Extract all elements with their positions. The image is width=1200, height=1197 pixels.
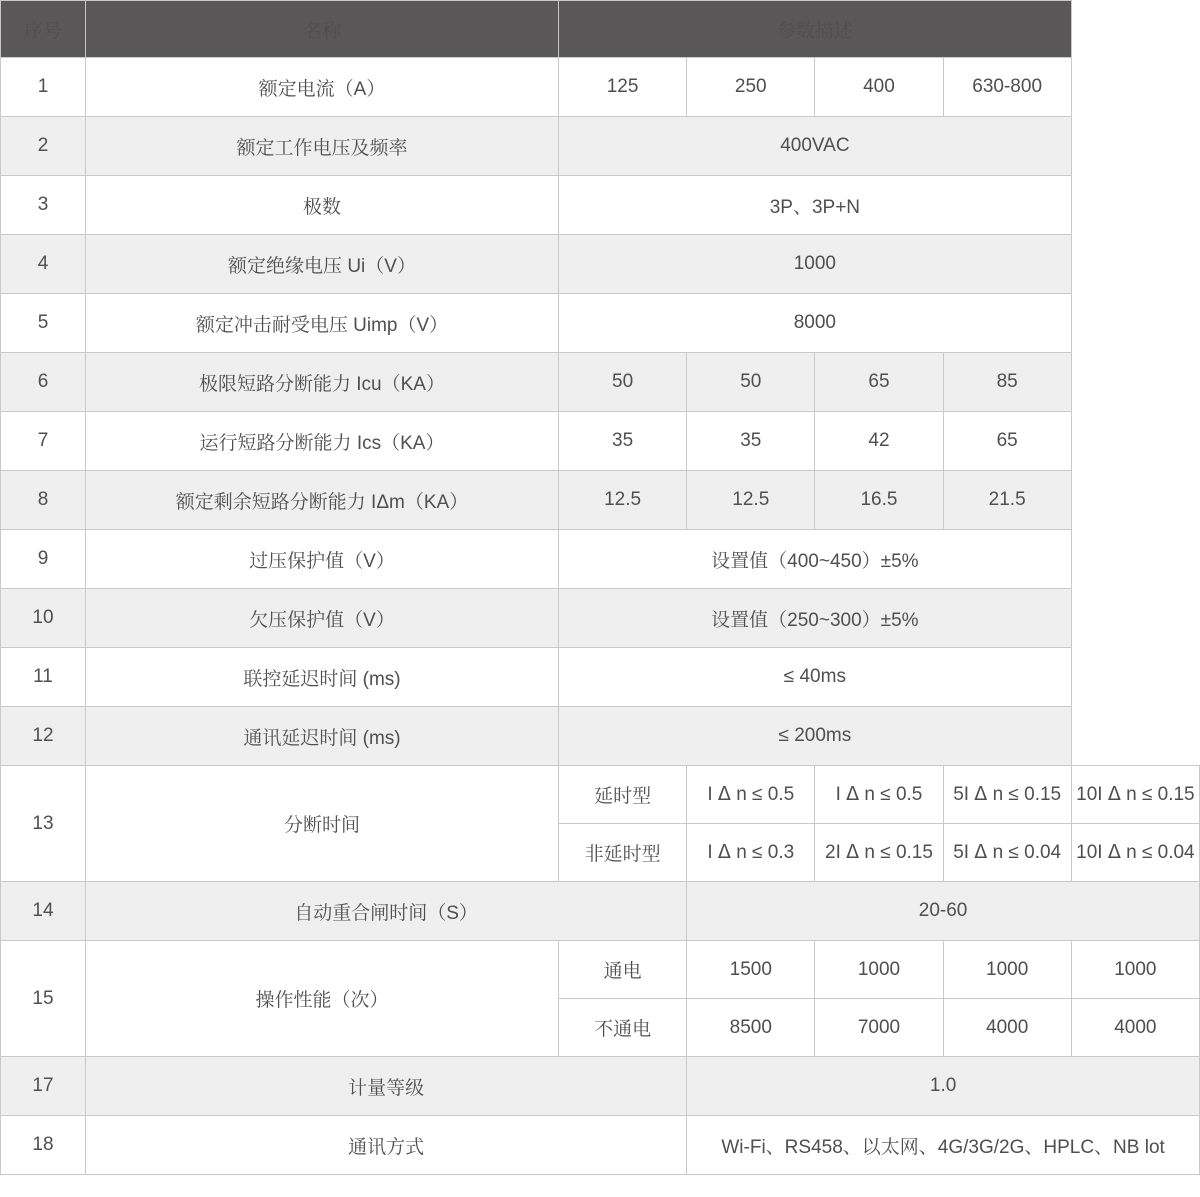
- row-index: 17: [1, 1057, 86, 1116]
- row-value: 8000: [559, 294, 1072, 353]
- table-body: [1, 58, 1200, 1175]
- row-value: 设置值（400~450）±5%: [559, 530, 1072, 589]
- row-index: 6: [1, 353, 86, 412]
- row-value: 10I ᐃ n ≤ 0.04: [1071, 824, 1199, 882]
- row-name: 联控延迟时间 (ms): [86, 648, 559, 707]
- row-value: 2I ᐃ n ≤ 0.15: [815, 824, 943, 882]
- row-value: 1500: [687, 941, 815, 999]
- row-index: 12: [1, 707, 86, 766]
- row-index: 14: [1, 882, 86, 941]
- row-value: 10I ᐃ n ≤ 0.15: [1071, 766, 1199, 824]
- row-value: 5I ᐃ n ≤ 0.04: [943, 824, 1071, 882]
- table-row: [1, 648, 1200, 707]
- row-value: 5I ᐃ n ≤ 0.15: [943, 766, 1071, 824]
- row-value: 250: [687, 58, 815, 117]
- row-value: 12.5: [559, 471, 687, 530]
- row-value: 50: [559, 353, 687, 412]
- row-value: 4000: [943, 999, 1071, 1057]
- table-row: [1, 353, 1200, 412]
- row-value: 400: [815, 58, 943, 117]
- row-value: 1000: [815, 941, 943, 999]
- row-index: 18: [1, 1116, 86, 1175]
- row-subname: 延时型: [559, 766, 687, 824]
- row-value: 125: [559, 58, 687, 117]
- row-index: 13: [1, 766, 86, 882]
- row-value: 4000: [1071, 999, 1199, 1057]
- table-row: [1, 1116, 1200, 1175]
- row-name: 通讯延迟时间 (ms): [86, 707, 559, 766]
- row-index: 8: [1, 471, 86, 530]
- table-row: [1, 58, 1200, 117]
- table-row: [1, 471, 1200, 530]
- row-value: 7000: [815, 999, 943, 1057]
- row-index: 9: [1, 530, 86, 589]
- row-name: 通讯方式: [86, 1116, 687, 1175]
- row-name: 额定工作电压及频率: [86, 117, 559, 176]
- table-row: [1, 176, 1200, 235]
- header-params: 参数描述: [559, 1, 1072, 58]
- row-name: 额定绝缘电压 Ui（V）: [86, 235, 559, 294]
- row-name: 计量等级: [86, 1057, 687, 1116]
- row-name: 运行短路分断能力 Ics（KA）: [86, 412, 559, 471]
- row-value: 20-60: [687, 882, 1200, 941]
- row-subname: 非延时型: [559, 824, 687, 882]
- row-index: 11: [1, 648, 86, 707]
- table-row: [1, 766, 1200, 824]
- row-index: 5: [1, 294, 86, 353]
- row-value: 35: [559, 412, 687, 471]
- table-row: [1, 589, 1200, 648]
- table-row: [1, 412, 1200, 471]
- row-name: 极数: [86, 176, 559, 235]
- row-value: 85: [943, 353, 1071, 412]
- row-index: 1: [1, 58, 86, 117]
- row-name: 额定剩余短路分断能力 IΔm（KA）: [86, 471, 559, 530]
- row-name: 操作性能（次）: [86, 941, 559, 1057]
- row-name: 欠压保护值（V）: [86, 589, 559, 648]
- row-value: 50: [687, 353, 815, 412]
- row-index: 15: [1, 941, 86, 1057]
- row-subname: 不通电: [559, 999, 687, 1057]
- row-value: 65: [943, 412, 1071, 471]
- table-row: [1, 707, 1200, 766]
- row-value: 1000: [1071, 941, 1199, 999]
- row-value: 42: [815, 412, 943, 471]
- table-row: [1, 117, 1200, 176]
- row-value: 1000: [559, 235, 1072, 294]
- row-index: 2: [1, 117, 86, 176]
- row-value: 设置值（250~300）±5%: [559, 589, 1072, 648]
- row-value: I ᐃ n ≤ 0.5: [815, 766, 943, 824]
- table-row: [1, 882, 1200, 941]
- row-value: I ᐃ n ≤ 0.5: [687, 766, 815, 824]
- row-value: 400VAC: [559, 117, 1072, 176]
- row-value: Wi-Fi、RS458、以太网、4G/3G/2G、HPLC、NB lot: [687, 1116, 1200, 1175]
- row-name: 过压保护值（V）: [86, 530, 559, 589]
- row-value: 8500: [687, 999, 815, 1057]
- row-name: 自动重合闸时间（S）: [86, 882, 687, 941]
- row-value: 1000: [943, 941, 1071, 999]
- row-index: 10: [1, 589, 86, 648]
- row-value: 3P、3P+N: [559, 176, 1072, 235]
- row-subname: 通电: [559, 941, 687, 999]
- header-name: 名称: [86, 1, 559, 58]
- row-value: 1.0: [687, 1057, 1200, 1116]
- header-row: [1, 1, 1200, 58]
- table-row: [1, 294, 1200, 353]
- row-value: 16.5: [815, 471, 943, 530]
- row-index: 7: [1, 412, 86, 471]
- row-index: 4: [1, 235, 86, 294]
- row-name: 极限短路分断能力 Icu（KA）: [86, 353, 559, 412]
- row-name: 分断时间: [86, 766, 559, 882]
- table-header: [1, 1, 1200, 58]
- row-value: 21.5: [943, 471, 1071, 530]
- table-row: [1, 530, 1200, 589]
- row-name: 额定冲击耐受电压 Uimp（V）: [86, 294, 559, 353]
- table-row: [1, 941, 1200, 999]
- row-value: I ᐃ n ≤ 0.3: [687, 824, 815, 882]
- row-name: 额定电流（A）: [86, 58, 559, 117]
- table-row: [1, 235, 1200, 294]
- row-value: 12.5: [687, 471, 815, 530]
- row-index: 3: [1, 176, 86, 235]
- header-index: 序号: [1, 1, 86, 58]
- row-value: ≤ 200ms: [559, 707, 1072, 766]
- table-row: [1, 1057, 1200, 1116]
- row-value: 65: [815, 353, 943, 412]
- row-value: 35: [687, 412, 815, 471]
- row-value: 630-800: [943, 58, 1071, 117]
- row-value: ≤ 40ms: [559, 648, 1072, 707]
